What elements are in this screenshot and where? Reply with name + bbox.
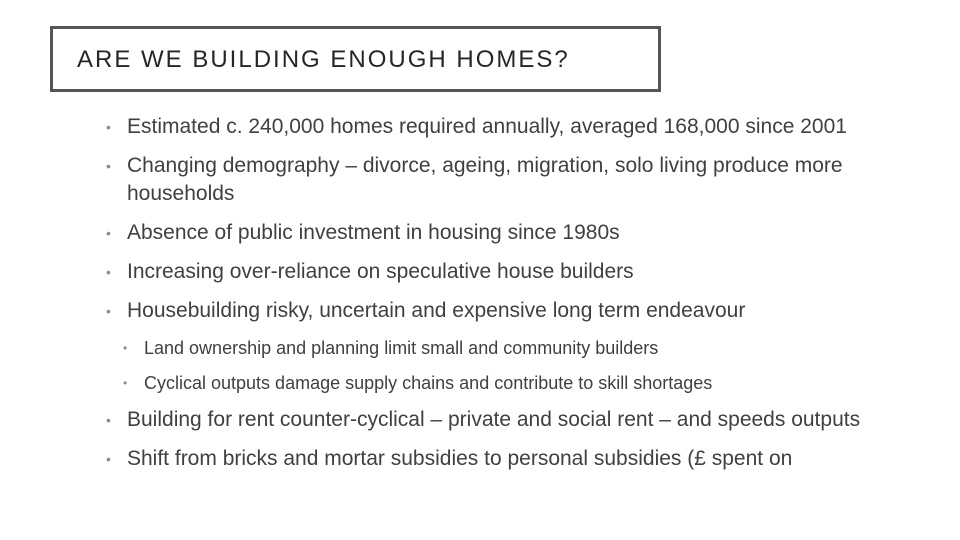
bullet-item <box>106 219 906 247</box>
bullet-text: Changing demography – divorce, ageing, migration, solo living produce more households <box>127 154 843 205</box>
bullet-item <box>106 297 906 325</box>
title-box <box>50 26 661 92</box>
sub-bullet-text: Cyclical outputs damage supply chains and contribute to skill shortages <box>144 373 713 393</box>
bullet-text: Absence of public investment in housing since 1980s <box>127 221 620 244</box>
bullet-list <box>106 113 906 484</box>
bullet-dot-icon: • <box>123 341 128 355</box>
bullet-dot-icon: • <box>106 451 111 467</box>
sub-bullet-text: Land ownership and planning limit small and community builders <box>144 338 659 358</box>
bullet-dot-icon: • <box>106 158 111 174</box>
bullet-text: Shift from bricks and mortar subsidies to personal subsidies (£ spent on <box>127 447 793 470</box>
bullet-item <box>106 113 906 141</box>
bullet-text: Housebuilding risky, uncertain and expensive long term endeavour <box>127 299 746 322</box>
bullet-item <box>106 152 906 208</box>
bullet-text: Increasing over-reliance on speculative house builders <box>127 260 634 283</box>
bullet-item <box>106 258 906 286</box>
bullet-dot-icon: • <box>123 376 128 390</box>
sub-bullet-item <box>123 336 906 360</box>
bullet-dot-icon: • <box>106 119 111 135</box>
sub-bullet-item <box>123 371 906 395</box>
slide-title: ARE WE BUILDING ENOUGH HOMES? <box>77 46 570 73</box>
bullet-dot-icon: • <box>106 225 111 241</box>
bullet-item <box>106 445 906 473</box>
bullet-dot-icon: • <box>106 412 111 428</box>
bullet-item <box>106 406 906 434</box>
bullet-dot-icon: • <box>106 264 111 280</box>
bullet-dot-icon: • <box>106 303 111 319</box>
bullet-text: Estimated c. 240,000 homes required annually, averaged 168,000 since 2001 <box>127 115 847 138</box>
bullet-text: Building for rent counter-cyclical – private and social rent – and speeds outputs <box>127 408 861 431</box>
